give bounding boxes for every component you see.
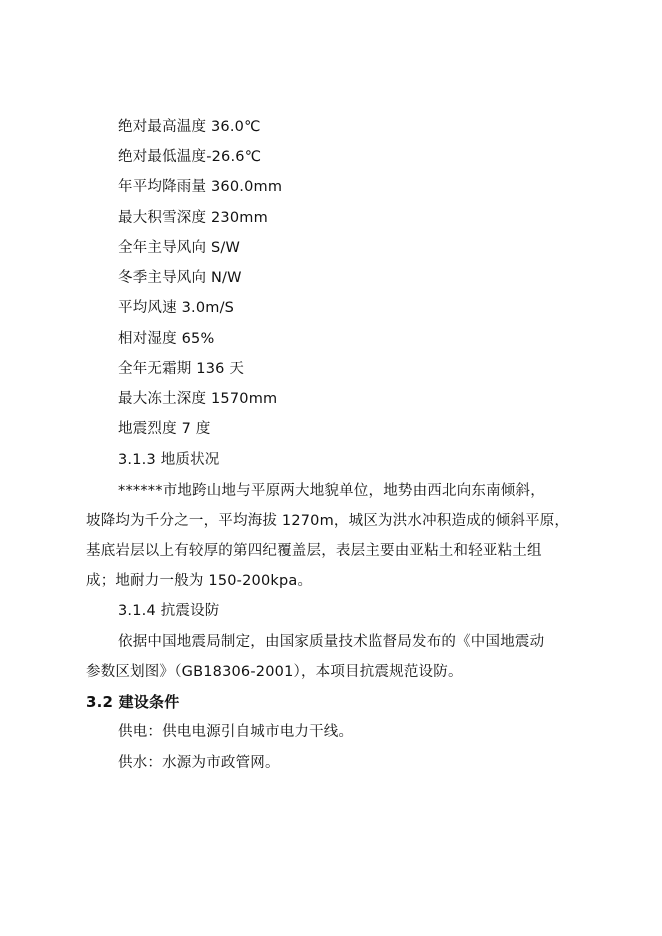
climate-item-winter-wind: 冬季主导风向 N/W (118, 270, 242, 286)
geology-paragraph-line: 成；地耐力一般为 150-200kpa。 (86, 573, 313, 589)
geology-paragraph-line: 基底岩层以上有较厚的第四纪覆盖层，表层主要由亚粘土和轻亚粘土组 (86, 543, 542, 559)
section-heading-geology: 3.1.3 地质状况 (118, 452, 220, 468)
geology-paragraph-line: ******市地跨山地与平原两大地貌单位，地势由西北向东南倾斜， (118, 483, 545, 499)
climate-item-annual-wind: 全年主导风向 S/W (118, 240, 241, 256)
climate-item-seismic-intensity: 地震烈度 7 度 (118, 421, 211, 437)
climate-item-min-temp: 绝对最低温度-26.6℃ (118, 149, 262, 165)
construction-item-power: 供电：供电电源引自城市电力干线。 (118, 724, 354, 740)
climate-item-snow-depth: 最大积雪深度 230mm (118, 210, 268, 226)
section-heading-seismic: 3.1.4 抗震设防 (118, 603, 220, 619)
seismic-paragraph-line: 参数区划图》（GB18306-2001），本项目抗震规范设防。 (86, 664, 463, 680)
seismic-paragraph-line: 依据中国地震局制定，由国家质量技术监督局发布的《中国地震动 (118, 634, 545, 650)
climate-item-max-temp: 绝对最高温度 36.0℃ (118, 119, 261, 135)
section-heading-construction: 3.2 建设条件 (86, 693, 180, 711)
climate-item-humidity: 相对湿度 65% (118, 331, 215, 347)
climate-item-frost-free: 全年无霜期 136 天 (118, 361, 245, 377)
climate-item-frost-depth: 最大冻土深度 1570mm (118, 391, 278, 407)
climate-item-rainfall: 年平均降雨量 360.0mm (118, 179, 283, 195)
geology-paragraph-line: 坡降均为千分之一，平均海拔 1270m，城区为洪水冲积造成的倾斜平原， (86, 513, 570, 529)
construction-item-water: 供水：水源为市政管网。 (118, 755, 280, 771)
climate-item-wind-speed: 平均风速 3.0m/S (118, 300, 235, 316)
